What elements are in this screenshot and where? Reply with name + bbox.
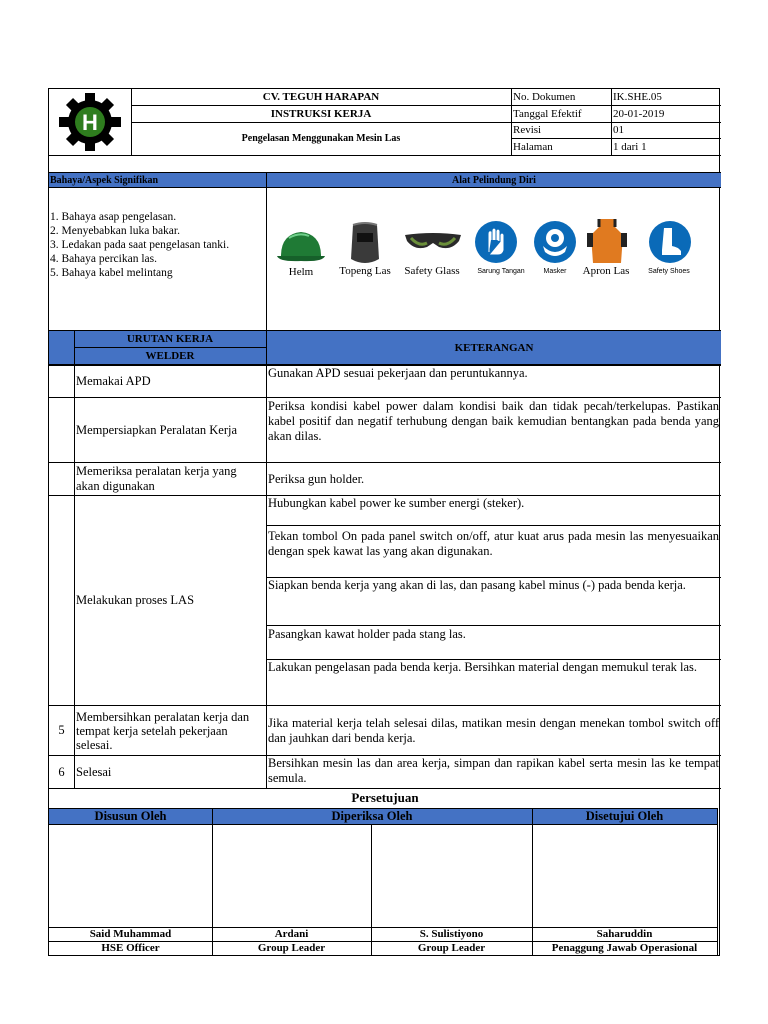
mask-icon — [533, 220, 577, 264]
signer-name: Ardani — [274, 928, 309, 940]
step-note: Bersihkan mesin las dan area kerja, simpan dan rapikan kabel serta mesin las ke tempat semula. — [268, 756, 719, 785]
checked-by-heading: Diperiksa Oleh — [331, 809, 413, 823]
step-note: Periksa gun holder. — [268, 471, 365, 486]
step-name: Memakai APD — [76, 374, 151, 388]
step-note: Siapkan benda kerja yang akan di las, dan pasang kabel minus (-) pada benda kerja. — [268, 578, 686, 592]
apd-label-topeng-las: Topeng Las — [339, 265, 391, 277]
meta-label-doc-no: No. Dokumen — [513, 91, 576, 103]
signer-name: Saharuddin — [596, 928, 653, 940]
signer-name: Said Muhammad — [89, 928, 172, 940]
step-note: Hubungkan kabel power ke sumber energi (steker). — [268, 496, 525, 510]
meta-value-doc-no: IK.SHE.05 — [613, 91, 662, 103]
step-note: Pasangkan kawat holder pada stang las. — [268, 627, 466, 641]
step-number: 6 — [58, 764, 65, 779]
hazards-heading: Bahaya/Aspek Signifikan — [50, 174, 159, 186]
logo-letter: H — [82, 110, 98, 135]
hazard-item: 1. Bahaya asap pengelasan. — [50, 211, 177, 223]
apron-icon — [587, 217, 627, 265]
welding-mask-icon — [345, 221, 385, 267]
step-name: Membersihkan peralatan kerja dan tempat kerja setelah pekerjaan selesai. — [76, 709, 250, 752]
signer-role: Penaggung Jawab Operasional — [551, 942, 698, 954]
work-instruction-sheet — [48, 88, 720, 956]
apd-label-apron-las: Apron Las — [582, 265, 630, 277]
step-note: Periksa kondisi kabel power dalam kondisi baik dan tidak pecah/terkelupas. Pastikan kabel positif dan negatif terhubung dengan baik kemudian bentangkan pada benda yang akan dilas. — [268, 399, 719, 443]
helmet-icon — [275, 224, 327, 268]
meta-label-effective-date: Tanggal Efektif — [513, 107, 582, 120]
meta-label-revision: Revisi — [513, 124, 542, 136]
safety-glasses-icon — [403, 229, 463, 259]
col-header-role: WELDER — [145, 350, 195, 362]
document-title: Pengelasan Menggunakan Mesin Las — [241, 133, 401, 144]
hazard-item: 4. Bahaya percikan las. — [50, 253, 157, 265]
apd-label-sarung-tangan: Sarung Tangan — [477, 268, 525, 275]
col-header-notes: KETERANGAN — [454, 341, 534, 354]
approved-by-heading: Disetujui Oleh — [585, 809, 664, 823]
safety-shoes-icon — [648, 220, 692, 264]
signer-name: S. Sulistiyono — [419, 928, 484, 940]
hazard-list — [50, 210, 264, 280]
col-header-steps: URUTAN KERJA — [126, 332, 214, 345]
step-note: Tekan tombol On pada panel switch on/off, atur kuat arus pada mesin las menyesuaikan dengan spek kawat las yang akan digunakan. — [268, 529, 719, 558]
step-note: Jika material kerja telah selesai dilas, matikan mesin dengan menekan tombol switch off dan jauhkan dari benda kerja. — [268, 715, 719, 745]
apd-label-helm: Helm — [288, 266, 314, 278]
company-logo — [49, 89, 131, 155]
approval-heading: Persetujuan — [351, 790, 419, 805]
prepared-by-heading: Disusun Oleh — [94, 809, 167, 823]
step-name: Melakukan proses LAS — [76, 593, 195, 607]
document-type: INSTRUKSI KERJA — [270, 107, 372, 120]
apd-label-masker: Masker — [543, 268, 567, 275]
meta-value-effective-date: 20-01-2019 — [613, 107, 665, 120]
step-name: Memeriksa peralatan kerja yang akan digunakan — [76, 464, 237, 493]
meta-value-revision: 01 — [613, 124, 624, 136]
hazard-item: 3. Ledakan pada saat pengelasan tanki. — [50, 239, 230, 251]
gear-logo-icon — [57, 93, 123, 151]
step-number: 5 — [58, 723, 65, 737]
step-note: Gunakan APD sesuai pekerjaan dan peruntukannya. — [268, 366, 528, 380]
hazard-item: 5. Bahaya kabel melintang — [50, 267, 173, 279]
meta-label-page: Halaman — [513, 140, 553, 153]
meta-value-page: 1 dari 1 — [613, 140, 647, 153]
company-name: CV. TEGUH HARAPAN — [262, 91, 380, 103]
gloves-icon — [474, 220, 518, 264]
signer-role: Group Leader — [257, 942, 326, 954]
apd-label-safety-glass: Safety Glass — [404, 265, 460, 277]
apd-heading: Alat Pelindung Diri — [452, 174, 536, 186]
apd-label-safety-shoes: Safety Shoes — [648, 268, 690, 275]
signer-role: Group Leader — [417, 942, 486, 954]
step-note: Lakukan pengelasan pada benda kerja. Bersihkan material dengan memukul terak las. — [268, 660, 697, 674]
hazard-item: 2. Menyebabkan luka bakar. — [50, 225, 180, 237]
signer-role: HSE Officer — [101, 942, 160, 954]
step-name: Selesai — [76, 764, 112, 779]
step-name: Mempersiapkan Peralatan Kerja — [76, 422, 238, 437]
